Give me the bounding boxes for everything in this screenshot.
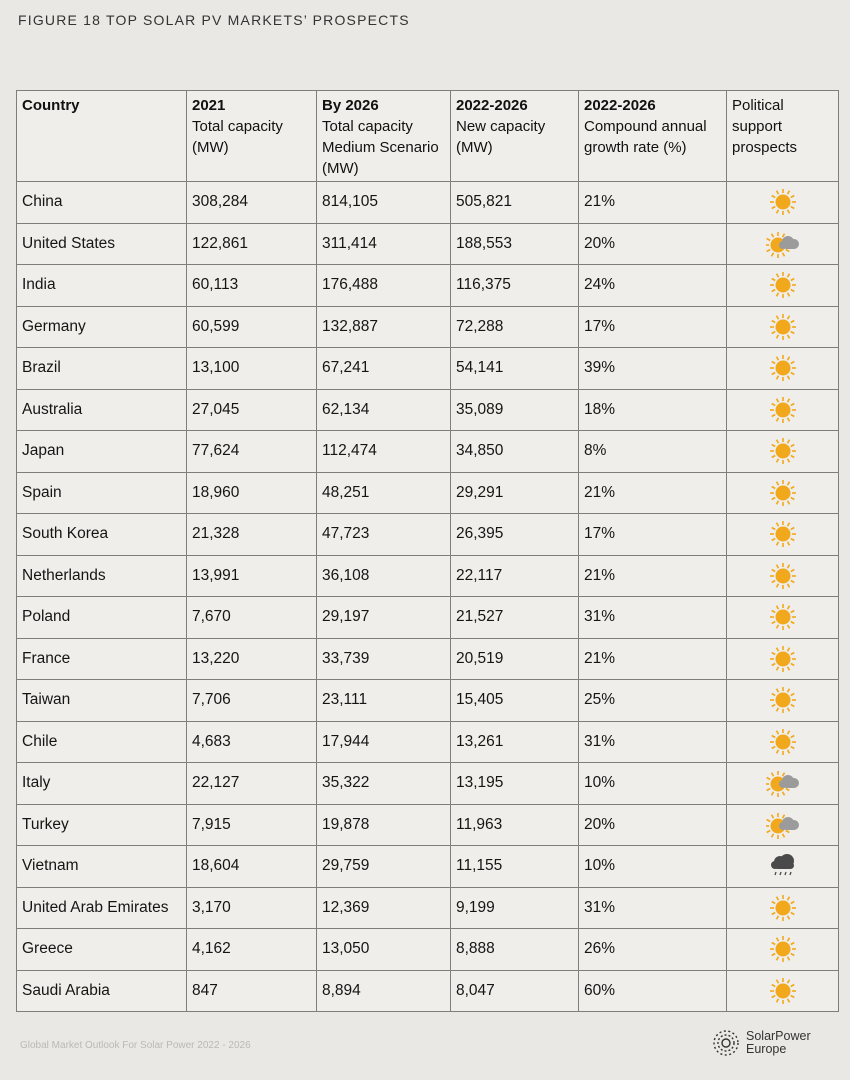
- logo-line1: SolarPower: [746, 1029, 811, 1043]
- capacity-2026-cell: 29,197: [317, 597, 451, 639]
- new-capacity-cell: 34,850: [451, 431, 579, 473]
- cagr-cell: 17%: [579, 514, 727, 556]
- sun-cloud-icon: [766, 810, 800, 840]
- logo-line2: Europe: [746, 1042, 787, 1056]
- capacity-2021-cell: 122,861: [187, 223, 317, 265]
- sun-icon: [766, 519, 800, 549]
- new-capacity-cell: 505,821: [451, 182, 579, 224]
- new-capacity-cell: 8,888: [451, 929, 579, 971]
- new-capacity-cell: 22,117: [451, 555, 579, 597]
- capacity-2026-cell: 311,414: [317, 223, 451, 265]
- country-cell: Vietnam: [17, 846, 187, 888]
- country-cell: Chile: [17, 721, 187, 763]
- capacity-2021-cell: 4,683: [187, 721, 317, 763]
- cagr-cell: 24%: [579, 265, 727, 307]
- logo-mark-icon: [712, 1026, 740, 1060]
- sun-cloud-icon: [766, 229, 800, 259]
- political-prospect-cell: [727, 306, 839, 348]
- capacity-2021-cell: 21,328: [187, 514, 317, 556]
- country-cell: Taiwan: [17, 680, 187, 722]
- capacity-2026-cell: 12,369: [317, 887, 451, 929]
- cagr-cell: 17%: [579, 306, 727, 348]
- table-row: [17, 182, 839, 224]
- sun-icon: [766, 934, 800, 964]
- capacity-2021-cell: 13,100: [187, 348, 317, 390]
- political-prospect-cell: [727, 514, 839, 556]
- political-prospect-cell: [727, 970, 839, 1012]
- cagr-cell: 21%: [579, 638, 727, 680]
- cagr-cell: 31%: [579, 887, 727, 929]
- new-capacity-cell: 9,199: [451, 887, 579, 929]
- country-cell: France: [17, 638, 187, 680]
- table-row: [17, 887, 839, 929]
- capacity-2026-cell: 8,894: [317, 970, 451, 1012]
- table-row: [17, 431, 839, 473]
- sun-icon: [766, 893, 800, 923]
- capacity-2026-cell: 112,474: [317, 431, 451, 473]
- country-cell: Japan: [17, 431, 187, 473]
- table-row: [17, 804, 839, 846]
- solar-markets-table: [16, 90, 839, 1012]
- cagr-cell: 21%: [579, 182, 727, 224]
- table-row: [17, 514, 839, 556]
- political-prospect-cell: [727, 431, 839, 473]
- capacity-2026-cell: 67,241: [317, 348, 451, 390]
- sun-icon: [766, 353, 800, 383]
- cagr-cell: 10%: [579, 763, 727, 805]
- country-cell: Turkey: [17, 804, 187, 846]
- political-prospect-cell: [727, 223, 839, 265]
- capacity-2026-cell: 35,322: [317, 763, 451, 805]
- new-capacity-cell: 13,195: [451, 763, 579, 805]
- sun-icon: [766, 685, 800, 715]
- capacity-2026-cell: 13,050: [317, 929, 451, 971]
- capacity-2026-cell: 47,723: [317, 514, 451, 556]
- cagr-cell: 31%: [579, 721, 727, 763]
- capacity-2021-cell: 847: [187, 970, 317, 1012]
- sun-icon: [766, 187, 800, 217]
- capacity-2021-cell: 13,991: [187, 555, 317, 597]
- sun-icon: [766, 561, 800, 591]
- table-row: [17, 970, 839, 1012]
- country-cell: Saudi Arabia: [17, 970, 187, 1012]
- new-capacity-cell: 8,047: [451, 970, 579, 1012]
- table-row: [17, 265, 839, 307]
- political-prospect-cell: [727, 721, 839, 763]
- table-row: [17, 348, 839, 390]
- capacity-2026-cell: 48,251: [317, 472, 451, 514]
- capacity-2021-cell: 60,113: [187, 265, 317, 307]
- table-row: [17, 763, 839, 805]
- header-2021: 2021 Total capacity (MW): [187, 91, 317, 182]
- cagr-cell: 26%: [579, 929, 727, 971]
- capacity-2021-cell: 18,960: [187, 472, 317, 514]
- capacity-2021-cell: 77,624: [187, 431, 317, 473]
- cagr-cell: 20%: [579, 804, 727, 846]
- new-capacity-cell: 188,553: [451, 223, 579, 265]
- political-prospect-cell: [727, 804, 839, 846]
- header-new-capacity: 2022-2026 New capacity (MW): [451, 91, 579, 182]
- capacity-2026-cell: 33,739: [317, 638, 451, 680]
- table-row: [17, 306, 839, 348]
- table-row: [17, 721, 839, 763]
- new-capacity-cell: 26,395: [451, 514, 579, 556]
- capacity-2026-cell: 19,878: [317, 804, 451, 846]
- country-cell: Netherlands: [17, 555, 187, 597]
- cagr-cell: 31%: [579, 597, 727, 639]
- table-row: [17, 929, 839, 971]
- new-capacity-cell: 116,375: [451, 265, 579, 307]
- sun-icon: [766, 727, 800, 757]
- country-cell: Germany: [17, 306, 187, 348]
- sun-icon: [766, 395, 800, 425]
- sun-icon: [766, 270, 800, 300]
- political-prospect-cell: [727, 763, 839, 805]
- political-prospect-cell: [727, 265, 839, 307]
- cagr-cell: 39%: [579, 348, 727, 390]
- political-prospect-cell: [727, 348, 839, 390]
- country-cell: Spain: [17, 472, 187, 514]
- political-prospect-cell: [727, 680, 839, 722]
- capacity-2026-cell: 23,111: [317, 680, 451, 722]
- capacity-2021-cell: 18,604: [187, 846, 317, 888]
- sun-icon: [766, 644, 800, 674]
- capacity-2021-cell: 3,170: [187, 887, 317, 929]
- country-cell: Greece: [17, 929, 187, 971]
- capacity-2021-cell: 7,670: [187, 597, 317, 639]
- country-cell: China: [17, 182, 187, 224]
- capacity-2021-cell: 4,162: [187, 929, 317, 971]
- capacity-2021-cell: 308,284: [187, 182, 317, 224]
- solarpower-europe-logo: [712, 1026, 811, 1060]
- table-row: [17, 223, 839, 265]
- cagr-cell: 10%: [579, 846, 727, 888]
- country-cell: Italy: [17, 763, 187, 805]
- header-cagr: 2022-2026 Compound annual growth rate (%): [579, 91, 727, 182]
- capacity-2021-cell: 13,220: [187, 638, 317, 680]
- table-row: [17, 389, 839, 431]
- country-cell: Australia: [17, 389, 187, 431]
- capacity-2021-cell: 7,915: [187, 804, 317, 846]
- sun-icon: [766, 478, 800, 508]
- country-cell: South Korea: [17, 514, 187, 556]
- header-country: Country: [17, 91, 187, 182]
- cagr-cell: 25%: [579, 680, 727, 722]
- political-prospect-cell: [727, 182, 839, 224]
- new-capacity-cell: 15,405: [451, 680, 579, 722]
- new-capacity-cell: 72,288: [451, 306, 579, 348]
- table-body: [17, 182, 839, 1012]
- country-cell: India: [17, 265, 187, 307]
- political-prospect-cell: [727, 929, 839, 971]
- political-prospect-cell: [727, 887, 839, 929]
- capacity-2021-cell: 60,599: [187, 306, 317, 348]
- new-capacity-cell: 20,519: [451, 638, 579, 680]
- header-2026: By 2026 Total capacity Medium Scenario (MW): [317, 91, 451, 182]
- new-capacity-cell: 11,963: [451, 804, 579, 846]
- capacity-2026-cell: 29,759: [317, 846, 451, 888]
- country-cell: Poland: [17, 597, 187, 639]
- capacity-2026-cell: 17,944: [317, 721, 451, 763]
- cagr-cell: 18%: [579, 389, 727, 431]
- political-prospect-cell: [727, 597, 839, 639]
- capacity-2026-cell: 62,134: [317, 389, 451, 431]
- header-row: [17, 91, 839, 182]
- political-prospect-cell: [727, 846, 839, 888]
- cagr-cell: 60%: [579, 970, 727, 1012]
- figure-title: FIGURE 18 TOP SOLAR PV MARKETS’ PROSPECTS: [18, 12, 410, 28]
- new-capacity-cell: 11,155: [451, 846, 579, 888]
- political-prospect-cell: [727, 389, 839, 431]
- table-row: [17, 846, 839, 888]
- capacity-2026-cell: 36,108: [317, 555, 451, 597]
- capacity-2026-cell: 132,887: [317, 306, 451, 348]
- cagr-cell: 20%: [579, 223, 727, 265]
- capacity-2026-cell: 814,105: [317, 182, 451, 224]
- political-prospect-cell: [727, 555, 839, 597]
- capacity-2021-cell: 27,045: [187, 389, 317, 431]
- sun-icon: [766, 976, 800, 1006]
- capacity-2026-cell: 176,488: [317, 265, 451, 307]
- political-prospect-cell: [727, 472, 839, 514]
- cagr-cell: 8%: [579, 431, 727, 473]
- table-row: [17, 638, 839, 680]
- country-cell: Brazil: [17, 348, 187, 390]
- table-row: [17, 680, 839, 722]
- rain-cloud-icon: [766, 851, 800, 881]
- capacity-2021-cell: 22,127: [187, 763, 317, 805]
- cagr-cell: 21%: [579, 555, 727, 597]
- table-row: [17, 472, 839, 514]
- cagr-cell: 21%: [579, 472, 727, 514]
- new-capacity-cell: 35,089: [451, 389, 579, 431]
- sun-cloud-icon: [766, 768, 800, 798]
- political-prospect-cell: [727, 638, 839, 680]
- footer-source: Global Market Outlook For Solar Power 2022 - 2026: [20, 1040, 251, 1051]
- capacity-2021-cell: 7,706: [187, 680, 317, 722]
- new-capacity-cell: 29,291: [451, 472, 579, 514]
- sun-icon: [766, 602, 800, 632]
- new-capacity-cell: 54,141: [451, 348, 579, 390]
- sun-icon: [766, 312, 800, 342]
- new-capacity-cell: 21,527: [451, 597, 579, 639]
- table-row: [17, 597, 839, 639]
- country-cell: United States: [17, 223, 187, 265]
- new-capacity-cell: 13,261: [451, 721, 579, 763]
- country-cell: United Arab Emirates: [17, 887, 187, 929]
- header-political: Political support prospects: [727, 91, 839, 182]
- sun-icon: [766, 436, 800, 466]
- table-row: [17, 555, 839, 597]
